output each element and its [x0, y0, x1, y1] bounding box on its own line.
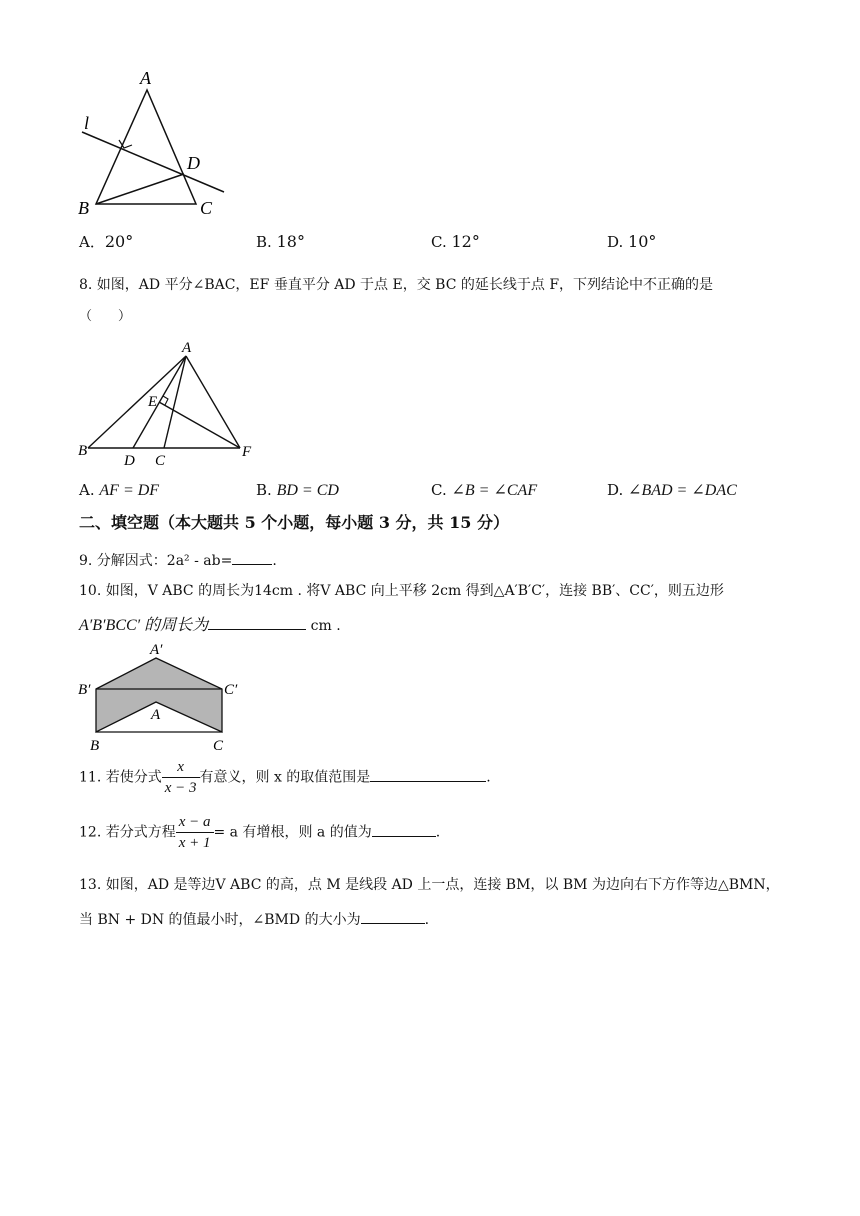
label-b: B	[90, 738, 100, 754]
answer-blank[interactable]	[361, 909, 425, 924]
answer-blank[interactable]	[372, 822, 436, 837]
section-heading: 二、填空题（本大题共 5 个小题，每小题 3 分，共 15 分）	[79, 513, 509, 532]
q7-option-b[interactable]: B. 18°	[256, 232, 305, 251]
label-a-prime: A′	[150, 642, 163, 658]
segment-ef	[159, 402, 240, 448]
q8-option-b[interactable]: B. BD = CD	[256, 481, 339, 499]
figure-q8	[72, 338, 264, 468]
q13-text-2: 当 BN + DN 的值最小时，∠BMD 的大小为 .	[79, 909, 429, 929]
segment-ab	[88, 356, 186, 448]
label-a: A	[140, 68, 151, 88]
line-l	[82, 132, 224, 192]
q11-text: 11. 若使分式 $\frac{x}{x - 3}$ 有意义，则 x 的取值范围是 .	[79, 759, 491, 796]
label-b: B	[78, 443, 88, 459]
label-c: C	[155, 453, 166, 468]
label-d: D	[187, 153, 200, 173]
label-c: C	[200, 198, 213, 218]
q12-text: 12. 若分式方程 $\frac{x - a}{x + 1}$ = a 有增根，则 a 的值为 .	[79, 814, 441, 851]
q7-option-a[interactable]: A．20°	[79, 232, 134, 251]
fraction: $\frac{x}{x - 3}$	[162, 757, 200, 798]
right-angle-mark	[163, 396, 168, 405]
label-f: F	[242, 444, 252, 460]
label-a: A	[151, 707, 161, 723]
label-e: E	[148, 394, 158, 410]
figure-q7	[70, 68, 240, 220]
q8-option-c[interactable]: C. ∠B = ∠CAF	[431, 481, 538, 499]
label-a: A	[182, 340, 192, 356]
q8-answer-paren: （ ）	[79, 309, 132, 324]
label-c-prime: C′	[224, 682, 238, 698]
segment-af	[186, 356, 240, 448]
answer-blank[interactable]	[208, 615, 306, 630]
label-d: D	[124, 453, 135, 468]
q9-text: 9. 分解因式：2a² - ab= .	[79, 550, 277, 570]
q7-option-c[interactable]: C. 12°	[431, 232, 480, 251]
answer-blank[interactable]	[370, 767, 486, 782]
label-b-prime: B′	[78, 682, 91, 698]
label-l: l	[84, 113, 90, 133]
label-b: B	[78, 198, 89, 218]
segment-bd	[96, 174, 184, 204]
answer-blank[interactable]	[232, 550, 272, 565]
q10-text: 10. 如图，V ABC 的周长为14cm . 将V ABC 向上平移 2cm 得到△A′B′C′，连接 BB′、CC′，则五边形	[79, 583, 724, 599]
label-c: C	[213, 738, 224, 754]
q10-text-2: A′B′BCC′ 的周长为 cm .	[79, 617, 341, 634]
q8-text: 8. 如图，AD 平分∠BAC，EF 垂直平分 AD 于点 E，交 BC 的延长线于点 F，下列结论中不正确的是	[79, 277, 714, 293]
q7-option-d[interactable]: D. 10°	[607, 232, 657, 251]
q8-option-d[interactable]: D. ∠BAD = ∠DAC	[607, 481, 737, 499]
figure-q10	[76, 640, 246, 756]
q13-text: 13. 如图，AD 是等边V ABC 的高，点 M 是线段 AD 上一点，连接 BM，以 BM 为边向右下方作等边△BMN，	[79, 877, 780, 893]
q8-option-a[interactable]: A. AF = DF	[79, 481, 160, 499]
segment-ac	[164, 356, 186, 448]
fraction: $\frac{x - a}{x + 1}$	[176, 812, 214, 853]
